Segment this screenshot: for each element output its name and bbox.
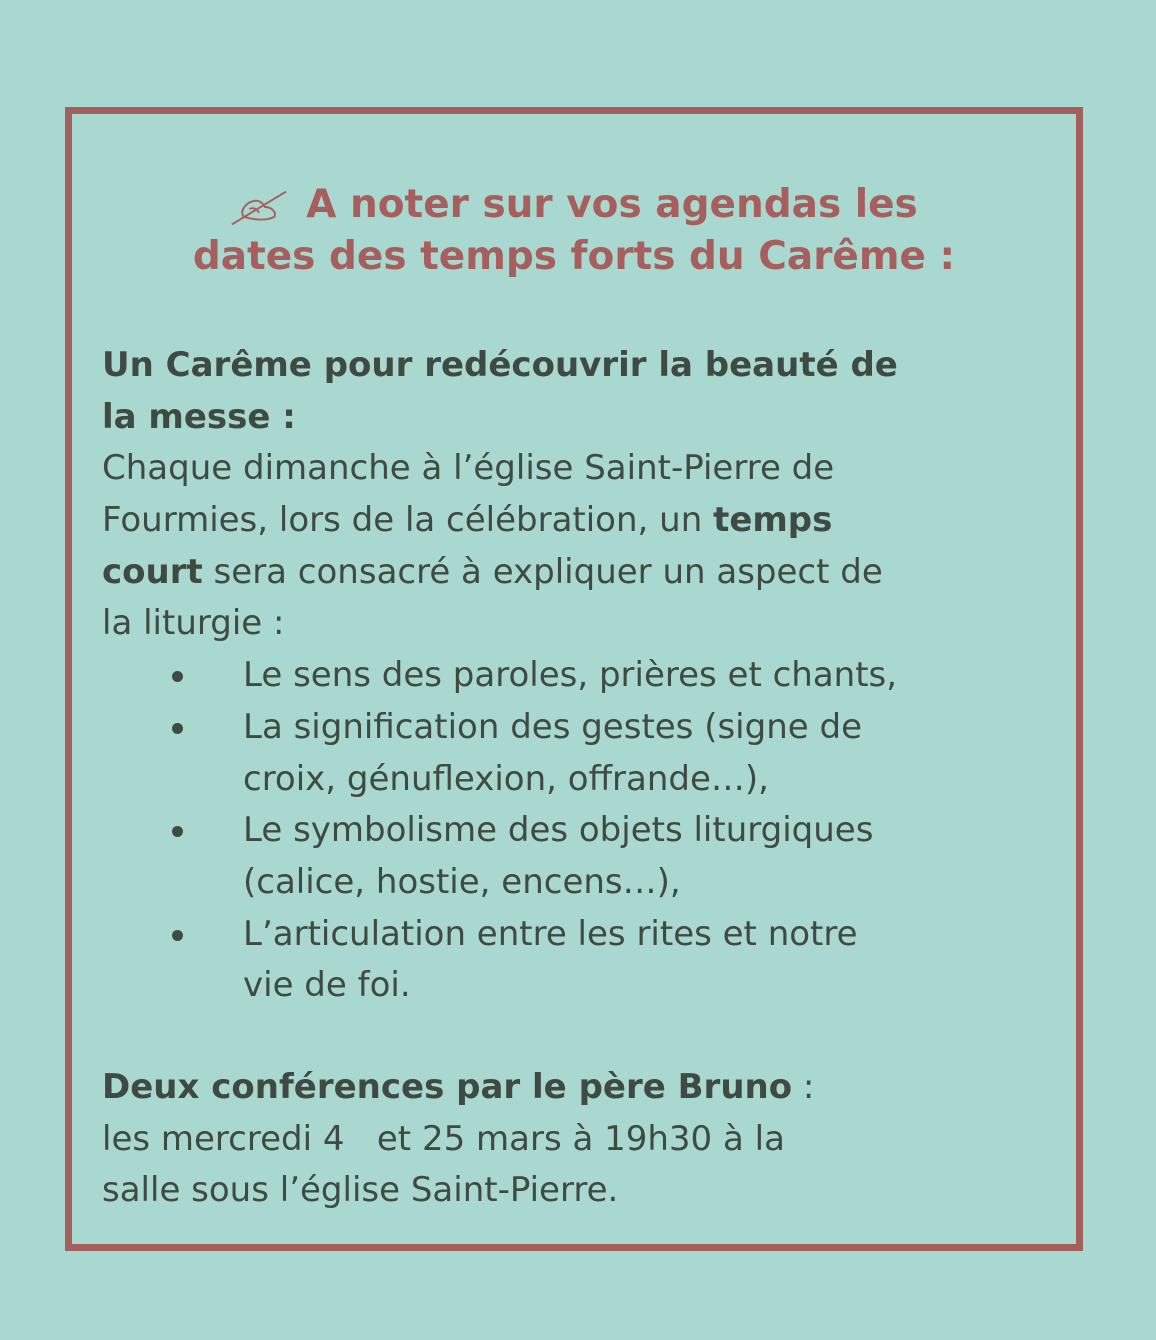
- text: :: [792, 1066, 815, 1107]
- section2-text-line1: les mercredi 4 et 25 mars à 19h30 à la: [102, 1118, 785, 1159]
- notice-title: [72, 174, 1076, 288]
- list-item-text: croix, génuflexion, offrande…),: [243, 758, 769, 799]
- list-item-text: vie de foi.: [243, 965, 411, 1006]
- list-item-text: Le symbolisme des objets liturgiques: [243, 810, 874, 851]
- list-item: [102, 650, 898, 702]
- bold-text: court: [102, 551, 203, 592]
- bullet-icon: [172, 930, 183, 941]
- section1-text-line4: la liturgie :: [102, 603, 285, 644]
- bold-text: Deux conférences par le père Bruno: [102, 1066, 793, 1107]
- bold-text: temps: [713, 500, 833, 541]
- text: sera consacré à expliquer un aspect de: [202, 551, 883, 592]
- title-line-1: A noter sur vos agendas les: [306, 182, 918, 227]
- section1-heading-line1: Un Carême pour redécouvrir la beauté de: [102, 345, 898, 385]
- notice-body: [102, 340, 898, 1217]
- list-item-text: L’articulation entre les rites et notre: [243, 913, 858, 954]
- list-item-text: (calice, hostie, encens…),: [243, 861, 681, 902]
- bullet-icon: [172, 826, 183, 837]
- notice-frame: [65, 107, 1083, 1251]
- section2-text-line2: salle sous l’église Saint-Pierre.: [102, 1170, 619, 1211]
- title-line-2: dates des temps forts du Carême :: [192, 233, 956, 279]
- section2-heading: [102, 1062, 898, 1114]
- writing-hand-icon: [230, 187, 288, 227]
- section1-text-line3: [102, 547, 898, 599]
- list-item-text: La signification des gestes (signe de: [243, 706, 862, 747]
- list-item: [102, 909, 898, 1012]
- list-item-text: Le sens des paroles, prières et chants,: [243, 655, 898, 696]
- bullet-icon: [172, 723, 183, 734]
- text: Fourmies, lors de la célébration, un: [102, 500, 714, 541]
- list-item: [102, 702, 898, 805]
- list-item: [102, 805, 898, 908]
- bullet-icon: [172, 671, 183, 682]
- section1-text-line2: [102, 495, 898, 547]
- section1-text-line1: Chaque dimanche à l’église Saint-Pierre de: [102, 448, 835, 489]
- section1-heading-line2: la messe :: [102, 396, 296, 437]
